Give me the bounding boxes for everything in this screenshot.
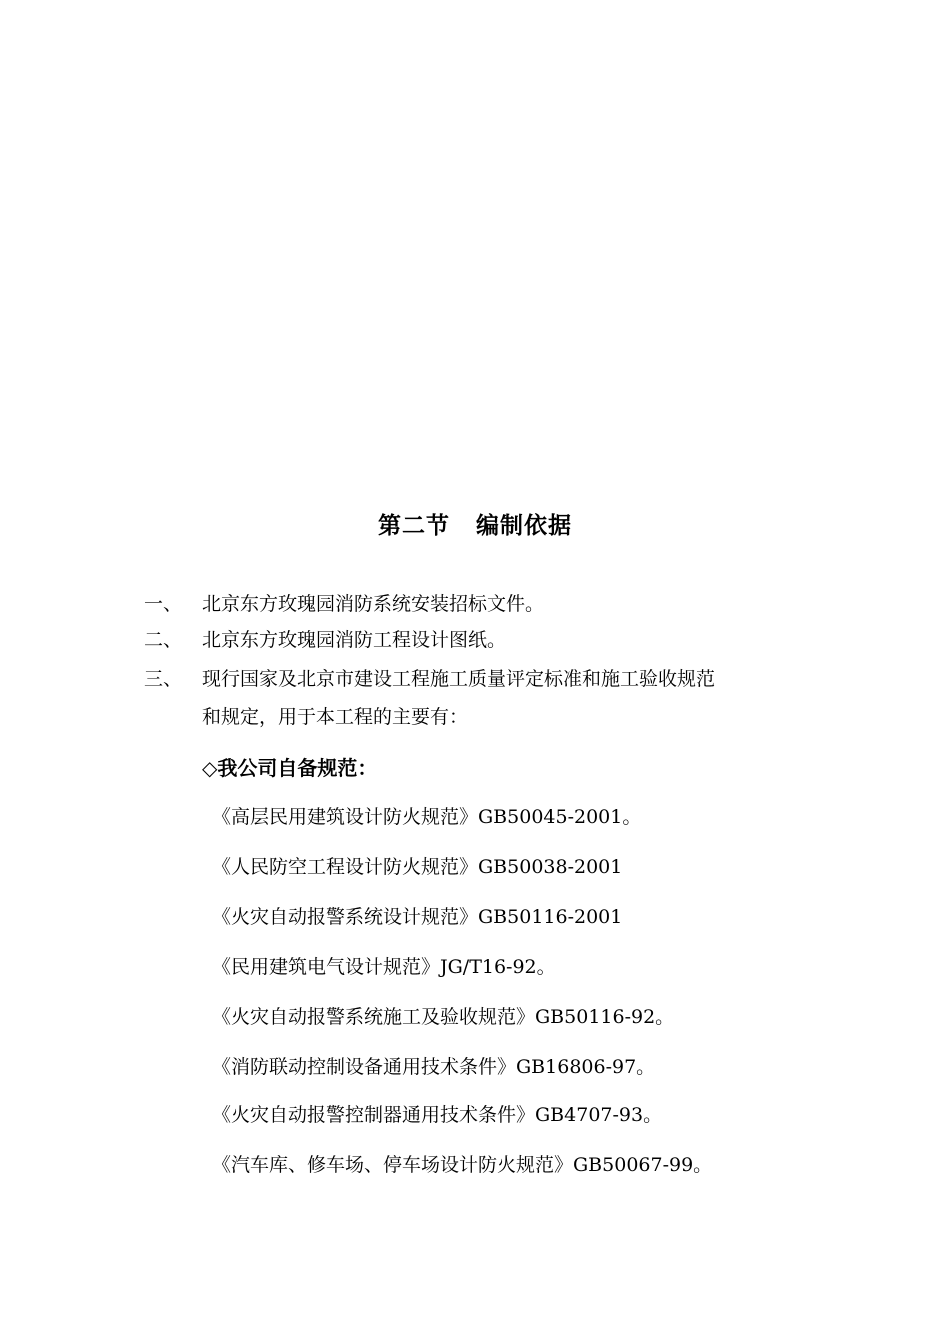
standard-item: 《火灾自动报警系统施工及验收规范》GB50116-92。 bbox=[212, 1006, 675, 1028]
list-item bbox=[144, 590, 544, 618]
section-title bbox=[0, 508, 950, 544]
standard-item: 《高层民用建筑设计防火规范》GB50045-2001。 bbox=[212, 806, 642, 828]
section-name: 编制依据 bbox=[476, 513, 572, 539]
list-item-number: 一、 bbox=[144, 593, 183, 615]
list-item-continuation: 和规定，用于本工程的主要有： bbox=[202, 706, 469, 728]
standard-item: 《人民防空工程设计防火规范》GB50038-2001 bbox=[212, 856, 623, 878]
standard-item: 《火灾自动报警系统设计规范》GB50116-2001 bbox=[212, 906, 623, 928]
list-item-number: 二、 bbox=[144, 629, 183, 651]
standard-item: 《火灾自动报警控制器通用技术条件》GB4707-93。 bbox=[212, 1104, 663, 1126]
list-item-text: 北京东方玫瑰园消防系统安装招标文件。 bbox=[202, 593, 545, 615]
list-item-number: 三、 bbox=[144, 668, 183, 690]
standard-item: 《汽车库、修车场、停车场设计防火规范》GB50067-99。 bbox=[212, 1154, 713, 1176]
standard-item: 《消防联动控制设备通用技术条件》GB16806-97。 bbox=[212, 1056, 656, 1078]
list-item-text: 北京东方玫瑰园消防工程设计图纸。 bbox=[202, 629, 507, 651]
list-item bbox=[144, 665, 715, 693]
list-item-text: 现行国家及北京市建设工程施工质量评定标准和施工验收规范 bbox=[202, 668, 716, 690]
standard-item: 《民用建筑电气设计规范》JG/T16-92。 bbox=[212, 956, 556, 978]
list-item bbox=[144, 626, 506, 654]
subheading: ◇我公司自备规范： bbox=[202, 756, 378, 780]
section-number: 第二节 bbox=[378, 513, 450, 539]
